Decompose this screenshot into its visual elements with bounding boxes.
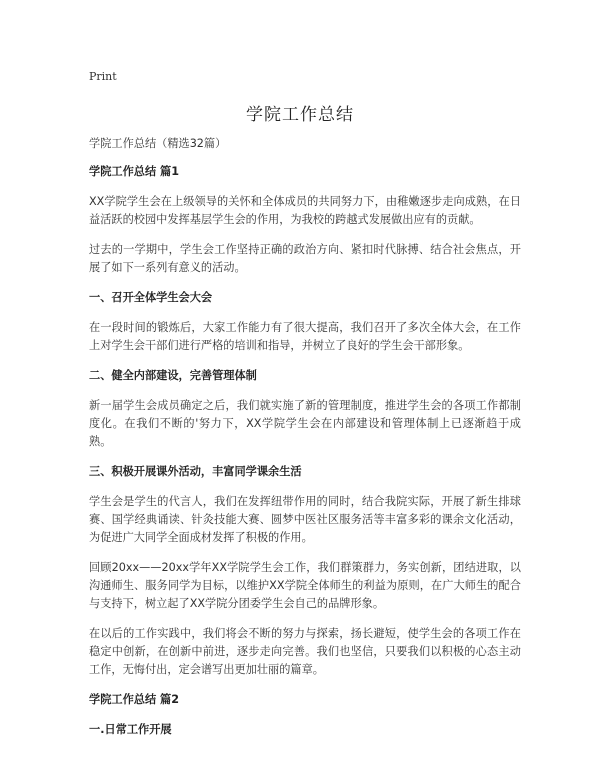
paragraph: 过去的一学期中，学生会工作坚持正确的政治方向、紧扣时代脉搏、结合社会焦点，开展了如下一系列有意义的活动。	[89, 243, 521, 274]
paragraph: 在以后的工作实践中，我们将会不断的努力与探索，扬长避短，使学生会的各项工作在稳定中创新，在创新中前进，逐步走向完善。我们也坚信，只要我们以积极的心态主动工作，无悔付出，定会谱写出更加壮丽的篇章。	[89, 627, 521, 676]
section-list	[89, 163, 521, 739]
print-link[interactable]: Print	[89, 70, 117, 83]
section-heading: 二、健全内部建设，完善管理体制	[89, 369, 257, 382]
paragraph: 在一段时间的锻炼后，大家工作能力有了很大提高，我们召开了多次全体大会，在工作上对学生会干部们进行严格的培训和指导，并树立了良好的学生会干部形象。	[89, 321, 521, 352]
paragraph: 回顾20xx——20xx学年XX学院学生会工作，我们群策群力，务实创新，团结进取，以沟通师生、服务同学为目标，以维护XX学院全体师生的利益为原则，在广大师生的配合与支持下，树立起了XX学院分团委学生会自己的品牌形象。	[89, 561, 521, 610]
section-heading: 一、召开全体学生会大会	[89, 291, 213, 304]
paragraph: XX学院学生会在上级领导的关怀和全体成员的共同努力下，由稚嫩逐步走向成熟，在日益活跃的校园中发挥基层学生会的作用，为我校的跨越式发展做出应有的贡献。	[89, 195, 521, 226]
document-title: 学院工作总结	[246, 105, 354, 125]
section-heading: 一.日常工作开展	[89, 723, 172, 736]
document-subtitle: 学院工作总结（精选32篇）	[89, 137, 227, 150]
section-heading: 学院工作总结 篇2	[89, 693, 179, 706]
section-heading: 学院工作总结 篇1	[89, 165, 179, 178]
document-body	[89, 135, 521, 751]
section-heading: 三、积极开展课外活动，丰富同学课余生活	[89, 465, 302, 478]
paragraph: 学生会是学生的代言人，我们在发挥纽带作用的同时，结合我院实际，开展了新生排球赛、国学经典诵读、针灸技能大赛、圆梦中医社区服务活等丰富多彩的课余文化活动，为促进广大同学全面成材发挥了积极的作用。	[89, 495, 521, 544]
paragraph: 新一届学生会成员确定之后，我们就实施了新的管理制度，推进学生会的各项工作都制度化。在我们不断的'努力下，XX学院学生会在内部建设和管理体制上已逐渐趋于成熟。	[89, 399, 521, 448]
